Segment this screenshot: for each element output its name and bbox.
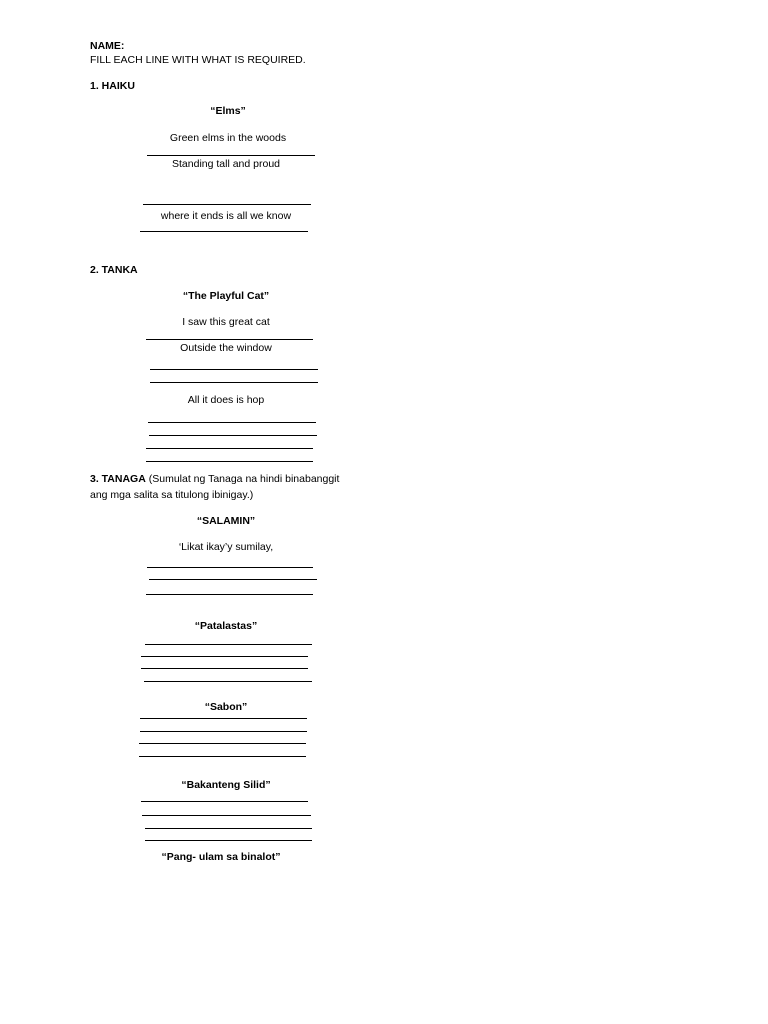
tanka-heading: 2. TANKA <box>90 264 138 276</box>
haiku-blank-line-1[interactable] <box>147 155 315 156</box>
name-label: NAME: <box>90 40 125 52</box>
tanaga-poem-title-pang-ulam-sa-binalot: “Pang- ulam sa binalot” <box>161 851 281 863</box>
patalastas-blank-line-1[interactable] <box>145 644 312 645</box>
tanka-line-3: All it does is hop <box>187 394 265 406</box>
sabon-blank-line-4[interactable] <box>139 756 306 757</box>
patalastas-blank-line-4[interactable] <box>144 681 312 682</box>
tanka-blank-line-2[interactable] <box>150 369 318 370</box>
haiku-title: “Elms” <box>210 105 246 117</box>
tanaga-poem-title-patalastas: “Patalastas” <box>194 620 258 632</box>
haiku-blank-line-3[interactable] <box>140 231 308 232</box>
tanaga-poem-title-bakanteng-silid: “Bakanteng Silid” <box>181 779 271 791</box>
worksheet-instruction: FILL EACH LINE WITH WHAT IS REQUIRED. <box>90 54 306 66</box>
tanaga-instruction-line-1: (Sumulat ng Tanaga na hindi binabanggit <box>148 473 340 485</box>
tanaga-instruction-line-2: ang mga salita sa titulong ibinigay.) <box>90 489 254 501</box>
tanka-blank-line-6[interactable] <box>146 448 313 449</box>
haiku-line-3: where it ends is all we know <box>160 210 292 222</box>
bakanteng-silid-blank-line-3[interactable] <box>145 828 312 829</box>
bakanteng-silid-blank-line-4[interactable] <box>145 840 312 841</box>
haiku-heading: 1. HAIKU <box>90 80 135 92</box>
sabon-blank-line-1[interactable] <box>140 718 307 719</box>
sabon-blank-line-3[interactable] <box>139 743 306 744</box>
tanka-blank-line-3[interactable] <box>150 382 318 383</box>
patalastas-blank-line-3[interactable] <box>141 668 308 669</box>
bakanteng-silid-blank-line-1[interactable] <box>141 801 308 802</box>
haiku-line-2: Standing tall and proud <box>172 158 280 170</box>
tanka-blank-line-5[interactable] <box>149 435 317 436</box>
tanaga-heading: 3. TANAGA <box>90 473 146 485</box>
tanka-line-1: I saw this great cat <box>182 316 270 328</box>
tanaga-salamin-first-line: ‘Likat ikay’y sumilay, <box>178 541 274 553</box>
tanka-title: “The Playful Cat” <box>182 290 270 302</box>
tanka-blank-line-4[interactable] <box>148 422 316 423</box>
patalastas-blank-line-2[interactable] <box>141 656 308 657</box>
tanka-line-2: Outside the window <box>180 342 272 354</box>
sabon-blank-line-2[interactable] <box>140 731 307 732</box>
tanka-blank-line-1[interactable] <box>146 339 313 340</box>
haiku-blank-line-2[interactable] <box>143 204 311 205</box>
tanka-blank-line-7[interactable] <box>146 461 313 462</box>
tanaga-heading-row <box>90 474 339 485</box>
salamin-blank-line-2[interactable] <box>149 579 317 580</box>
haiku-line-1: Green elms in the woods <box>169 132 287 144</box>
salamin-blank-line-3[interactable] <box>146 594 313 595</box>
bakanteng-silid-blank-line-2[interactable] <box>142 815 311 816</box>
tanaga-poem-title-sabon: “Sabon” <box>204 701 248 713</box>
tanaga-poem-title-salamin: “SALAMIN” <box>196 515 256 527</box>
salamin-blank-line-1[interactable] <box>147 567 313 568</box>
